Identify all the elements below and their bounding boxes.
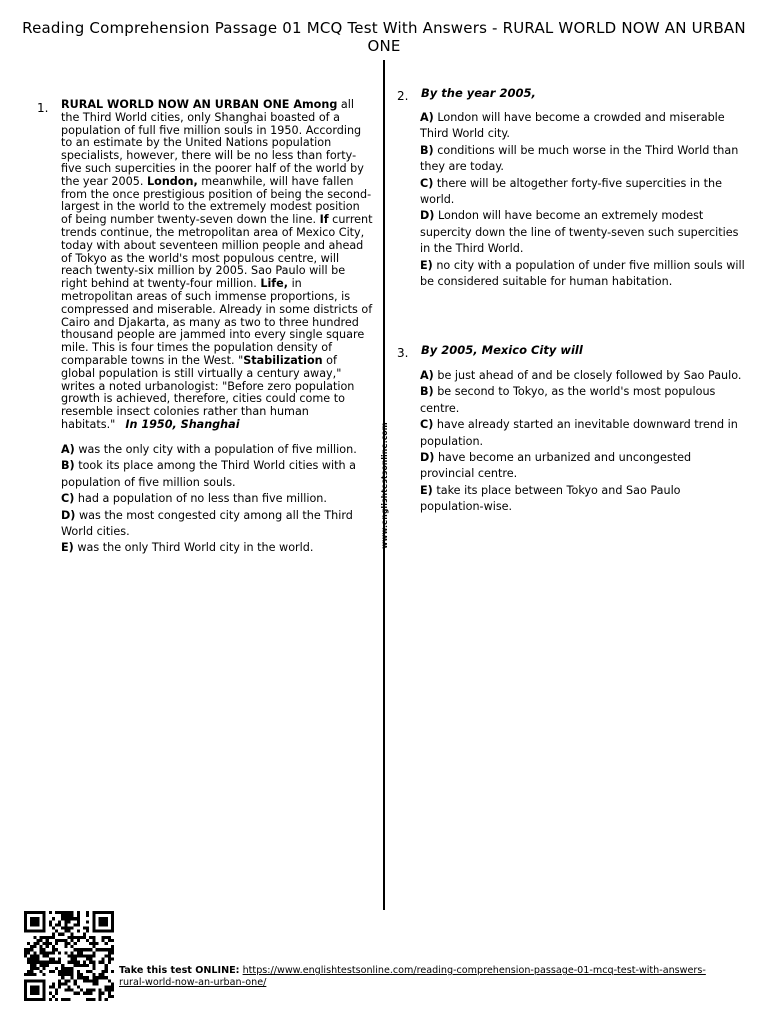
passage-segment: current trends continue, the metropolitan area of Mexico City, today with about seventeen million people and ahead of Tokyo as the world's most populous centre, will reach twenty-six million by 2005. Sao Paulo will be right behind at twenty-four million. <box>61 213 373 291</box>
option-letter: E) <box>420 258 433 272</box>
option-letter: D) <box>420 209 435 223</box>
option-letter: C) <box>420 418 434 432</box>
question-3-stem: By 2005, Mexico City will <box>421 343 583 357</box>
option-text: there will be altogether forty-five supercities in the world. <box>420 176 723 207</box>
option-text: take its place between Tokyo and Sao Paulo population-wise. <box>420 483 681 514</box>
option-text: have become an urbanized and uncongested provincial centre. <box>420 451 692 481</box>
option-text: have already started an inevitable downward trend in population. <box>420 418 738 448</box>
q3-option <box>420 450 745 483</box>
q1-option <box>61 508 379 541</box>
passage-segment: Life, <box>260 277 289 291</box>
passage-segment: meanwhile, will have fallen from the once prestigious position of being the second-largest in the world to the extremely modest position of being number twenty-seven down the line. <box>61 174 372 227</box>
option-text: London will have become a crowded and miserable Third World city. <box>420 111 725 141</box>
qr-code-icon <box>24 911 114 1001</box>
passage-segment: London, <box>147 174 198 188</box>
q1-option <box>61 442 379 458</box>
option-letter: A) <box>61 443 75 456</box>
passage-segment: Stabilization <box>243 353 323 367</box>
passage-segment: RURAL WORLD NOW AN URBAN ONE Among <box>61 98 338 111</box>
q2-option <box>420 258 745 291</box>
question-2-stem: By the year 2005, <box>421 86 536 100</box>
question-1-options <box>61 442 379 557</box>
option-letter: D) <box>420 451 435 465</box>
option-letter: B) <box>61 459 75 473</box>
footer-label: Take this test ONLINE: <box>119 965 240 976</box>
q1-option <box>61 491 379 507</box>
option-letter: E) <box>420 483 433 497</box>
option-letter: E) <box>61 541 74 555</box>
question-3-number: 3. <box>397 346 409 360</box>
option-letter: C) <box>420 176 434 190</box>
passage-segment: in metropolitan areas of such immense proportions, is compressed and miserable. Already in some districts of Cairo and Djakarta, as many as two to three hundred thousand people are jammed into every single square mile. This is four times the population density of comparable towns in the West. " <box>61 277 373 367</box>
option-letter: A) <box>420 369 434 382</box>
q2-option <box>420 208 745 257</box>
passage-segment: of global population is still virtually a century away," writes a noted urbanologist: "Before zero population growth is achieved, therefore, cities could come to resemble insect colonies rather than human habitats." <box>61 353 355 431</box>
option-text: conditions will be much worse in the Third World than they are today. <box>420 143 739 174</box>
option-text: be just ahead of and be closely followed by Sao Paulo. <box>433 369 742 382</box>
option-letter: C) <box>61 492 75 506</box>
q3-option <box>420 417 745 450</box>
test-online-link[interactable]: https://www.englishtestsonline.com/reading-comprehension-passage-01-mcq-test-with-answers-rural-world-now-an-urban-one/ <box>119 965 706 988</box>
option-letter: B) <box>420 143 434 157</box>
page-title: Reading Comprehension Passage 01 MCQ Test With Answers - RURAL WORLD NOW AN URBAN ONE <box>22 19 746 55</box>
question-1-stem: In 1950, Shanghai <box>125 417 240 431</box>
option-text: had a population of no less than five million. <box>74 492 327 506</box>
q3-option <box>420 384 745 417</box>
option-letter: B) <box>420 385 434 399</box>
q3-option <box>420 483 745 516</box>
question-2-options <box>420 110 745 290</box>
option-text: was the only city with a population of five million. <box>74 443 357 456</box>
option-letter: D) <box>61 508 76 522</box>
q2-option <box>420 110 745 143</box>
option-letter: A) <box>420 111 434 124</box>
q2-option <box>420 176 745 209</box>
option-text: no city with a population of under five million souls will be considered suitable for human habitation. <box>420 258 745 289</box>
option-text: was the only Third World city in the world. <box>73 541 314 555</box>
q1-option <box>61 540 379 556</box>
option-text: took its place among the Third World cities with a population of five million souls. <box>61 459 356 489</box>
watermark-text: www.englishtestsonline.com <box>379 421 389 549</box>
passage-segment: all the Third World cities, only Shanghai boasted of a population of full five million souls in 1950. According to an estimate by the United Nations population specialists, however, there will be no less than forty-five such supercities in the poorer half of the world by the year 2005. <box>61 98 364 188</box>
question-3-options <box>420 368 745 516</box>
option-text: was the most congested city among all the Third World cities. <box>61 508 353 539</box>
option-text: be second to Tokyo, as the world's most populous centre. <box>420 385 716 415</box>
q3-option <box>420 368 745 384</box>
passage-segment: If <box>319 213 329 227</box>
option-text: London will have become an extremely modest supercity down the line of twenty-seven such supercities in the Third World. <box>420 209 739 256</box>
passage-text <box>61 99 373 432</box>
q1-option <box>61 458 379 491</box>
q2-option <box>420 143 745 176</box>
question-1-number: 1. <box>37 101 49 115</box>
footer <box>119 965 719 989</box>
question-2-number: 2. <box>397 89 409 103</box>
